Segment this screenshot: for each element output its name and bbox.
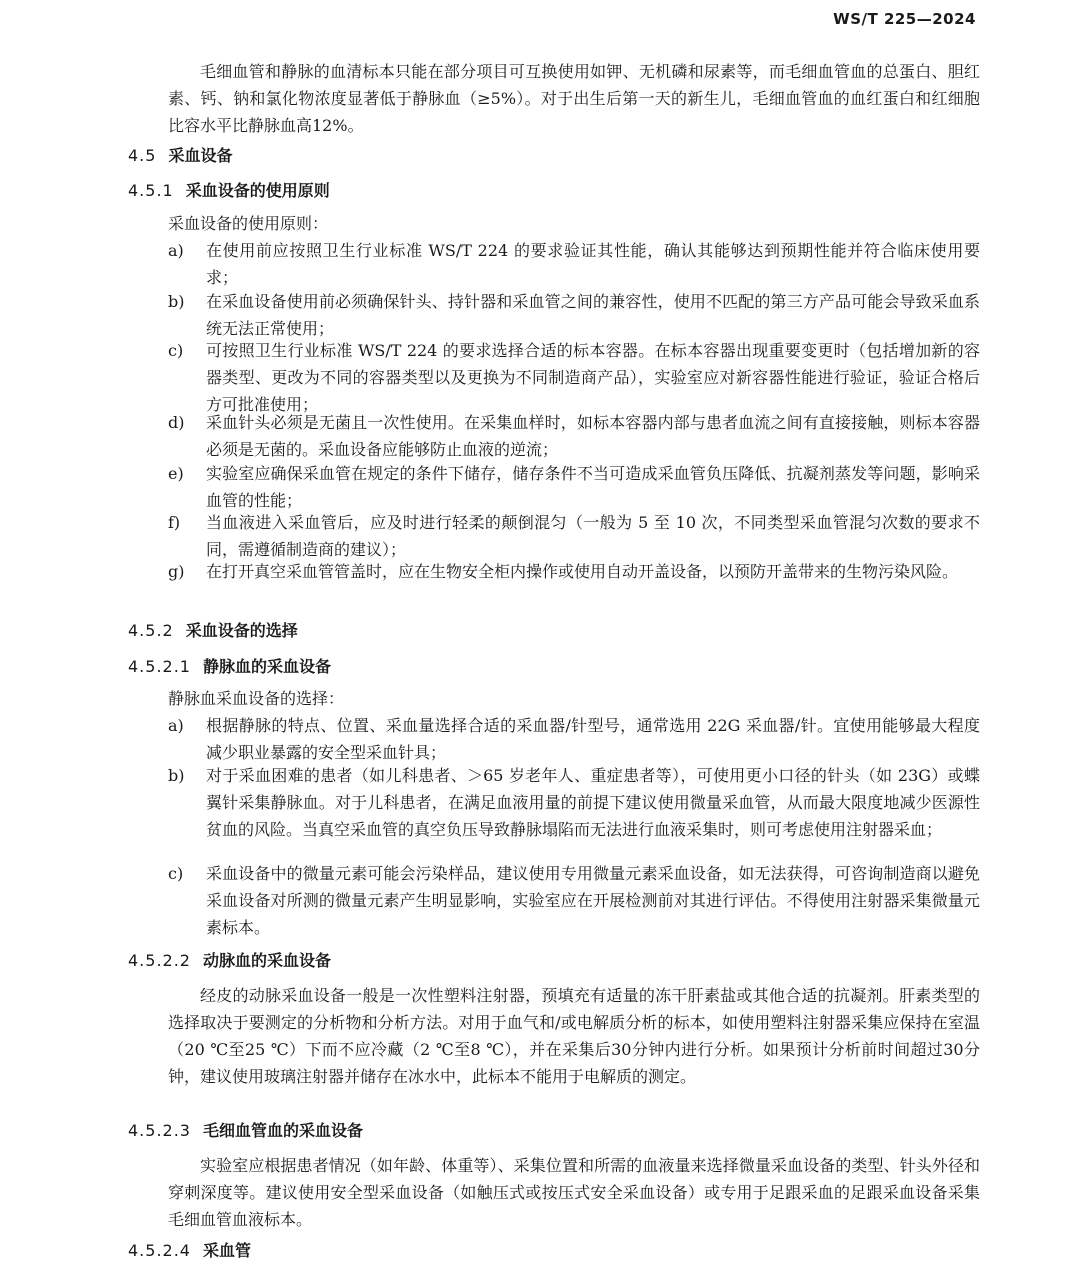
section-4-5-2-2-heading (128, 950, 331, 972)
section-title: 静脉血的采血设备 (202, 657, 331, 676)
list-item-text: 采血设备中的微量元素可能会污染样品，建议使用专用微量元素采血设备，如无法获得，可咨询制造商以避免采血设备对所测的微量元素产生明显影响，实验室应在开展检测前对其进行评估。不得使用注射器采集微量元素标本。 (206, 864, 980, 937)
section-title: 毛细血管血的采血设备 (202, 1121, 363, 1140)
section-4-5-2-4-heading (128, 1240, 251, 1262)
list-marker: g) (168, 562, 185, 581)
list-marker: b) (168, 766, 185, 785)
list-item (168, 712, 980, 766)
section-number: 4.5.1 (128, 181, 174, 200)
list-item (168, 460, 980, 514)
section-4-5-2-3-body: 实验室应根据患者情况（如年龄、体重等）、采集位置和所需的血液量来选择微量采血设备的类型、针头外径和穿刺深度等。建议使用安全型采血设备（如触压式或按压式安全采血设备）或专用于足跟采血的足跟采血设备采集毛细血管血液标本。 (168, 1156, 980, 1229)
list-item-text: 采血针头必须是无菌且一次性使用。在采集血样时，如标本容器内部与患者血流之间有直接接触，则标本容器必须是无菌的。采血设备应能够防止血液的逆流； (206, 413, 980, 459)
list-item-text: 在打开真空采血管管盖时，应在生物安全柜内操作或使用自动开盖设备，以预防开盖带来的生物污染风险。 (206, 562, 959, 581)
list-marker: b) (168, 292, 185, 311)
list-item (168, 762, 980, 843)
section-4-5-1-lead: 采血设备的使用原则： (168, 214, 329, 233)
list-item-text: 当血液进入采血管后，应及时进行轻柔的颠倒混匀（一般为 5 至 10 次，不同类型采血管混匀次数的要求不同，需遵循制造商的建议）； (206, 513, 980, 559)
list-item (168, 860, 980, 941)
list-item-text: 根据静脉的特点、位置、采血量选择合适的采血器/针型号，通常选用 22G 采血器/针。宜使用能够最大程度减少职业暴露的安全型采血针具； (206, 716, 980, 762)
list-item-text: 在采血设备使用前必须确保针头、持针器和采血管之间的兼容性，使用不匹配的第三方产品可能会导致采血系统无法正常使用； (206, 292, 980, 338)
list-marker: e) (168, 464, 184, 483)
list-item (168, 509, 980, 563)
list-item (168, 409, 980, 463)
section-number: 4.5.2.1 (128, 657, 191, 676)
document-code: WS/T 225—2024 (833, 10, 976, 28)
list-marker: a) (168, 241, 184, 260)
section-4-5-1-heading (128, 180, 330, 202)
section-title: 采血设备的选择 (185, 621, 298, 640)
section-number: 4.5 (128, 146, 157, 165)
section-title: 采血设备 (168, 146, 233, 165)
list-marker: d) (168, 413, 185, 432)
list-marker: c) (168, 341, 184, 360)
list-marker: c) (168, 864, 184, 883)
section-number: 4.5.2 (128, 621, 174, 640)
section-4-5-2-2-body: 经皮的动脉采血设备一般是一次性塑料注射器，预填充有适量的冻干肝素盐或其他合适的抗凝剂。肝素类型的选择取决于要测定的分析物和分析方法。对用于血气和/或电解质分析的标本，如使用塑料注射器采集应保持在室温（20 ℃至25 ℃）下而不应冷藏（2 ℃至8 ℃），并在采集后30分钟内进行分析。如果预计分析前时间超过30分钟，建议使用玻璃注射器并储存在冰水中，此标本不能用于电解质的测定。 (168, 986, 980, 1086)
list-item (168, 237, 980, 291)
section-4-5-2-1-heading (128, 656, 331, 678)
list-item (168, 337, 980, 418)
list-item-text: 对于采血困难的患者（如儿科患者、＞65 岁老年人、重症患者等），可使用更小口径的针头（如 23G）或蝶翼针采集静脉血。对于儿科患者，在满足血液用量的前提下建议使用微量采血管，从而最大限度地减少医源性贫血的风险。当真空采血管的真空负压导致静脉塌陷而无法进行血液采集时，则可考虑使用注射器采血； (206, 766, 980, 839)
section-number: 4.5.2.2 (128, 951, 191, 970)
intro-paragraph: 毛细血管和静脉的血清标本只能在部分项目可互换使用如钾、无机磷和尿素等，而毛细血管血的总蛋白、胆红素、钙、钠和氯化物浓度显著低于静脉血（≥5%）。对于出生后第一天的新生儿，毛细血管血的血红蛋白和红细胞比容水平比静脉血高12%。 (168, 62, 980, 135)
section-number: 4.5.2.4 (128, 1241, 191, 1260)
list-item-text: 实验室应确保采血管在规定的条件下储存，储存条件不当可造成采血管负压降低、抗凝剂蒸发等问题，影响采血管的性能； (206, 464, 980, 510)
section-4-5-2-heading (128, 620, 298, 642)
list-item-text: 可按照卫生行业标准 WS/T 224 的要求选择合适的标本容器。在标本容器出现重要变更时（包括增加新的容器类型、更改为不同的容器类型以及更换为不同制造商产品），实验室应对新容器性能进行验证，验证合格后方可批准使用； (206, 341, 980, 414)
list-item (168, 558, 980, 585)
list-marker: f) (168, 513, 181, 532)
list-item (168, 288, 980, 342)
section-4-5-2-1-lead: 静脉血采血设备的选择： (168, 689, 345, 708)
section-title: 动脉血的采血设备 (202, 951, 331, 970)
list-marker: a) (168, 716, 184, 735)
section-title: 采血管 (202, 1241, 251, 1260)
section-title: 采血设备的使用原则 (185, 181, 330, 200)
section-number: 4.5.2.3 (128, 1121, 191, 1140)
section-4-5-heading (128, 145, 232, 167)
section-4-5-2-3-heading (128, 1120, 363, 1142)
list-item-text: 在使用前应按照卫生行业标准 WS/T 224 的要求验证其性能，确认其能够达到预期性能并符合临床使用要求； (206, 241, 980, 287)
